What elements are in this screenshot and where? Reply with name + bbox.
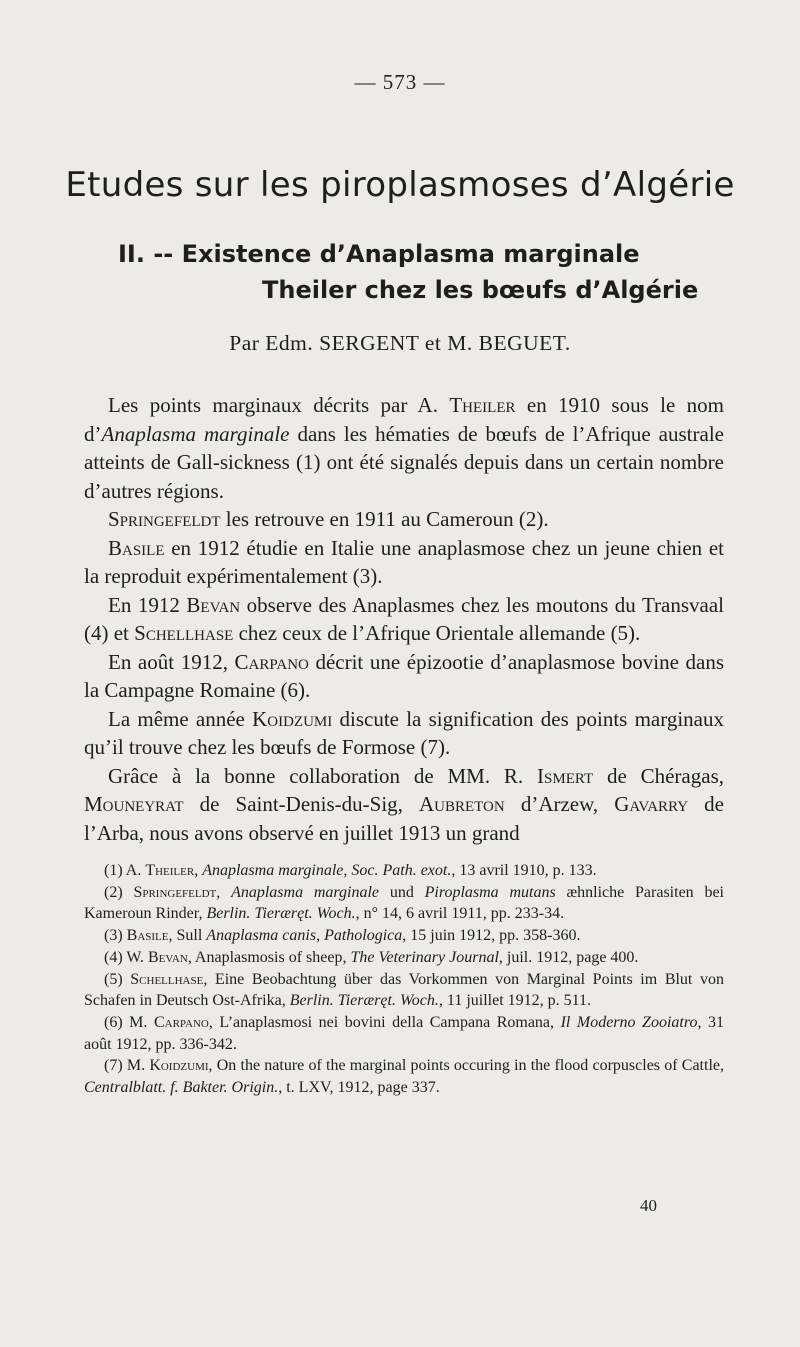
footnote-marker: (5) [104, 970, 131, 988]
author-name: Gavarry [614, 792, 689, 816]
footnote-marker: (4) W. [104, 948, 148, 966]
author-name: Schellhase [134, 621, 234, 645]
article-subtitle-line1: II. -- Existence d’Anaplasma marginale [118, 240, 640, 268]
text-run: , 31 août 1912, pp. 336-342. [84, 1013, 725, 1053]
body-text [84, 391, 724, 847]
footnote-marker: (2) [104, 883, 134, 901]
author-name: Carpano [234, 649, 309, 674]
author-name: Bevan [148, 948, 188, 966]
author-name: Koidzumi [149, 1057, 209, 1075]
footnote [84, 925, 724, 947]
species-name: Piroplasma mutans [424, 883, 556, 901]
text-run: En août 1912, [108, 649, 235, 674]
citation-title: Anaplasma marginale, Soc. Path. exot. [202, 862, 452, 879]
text-run: d’Arzew, [504, 792, 615, 816]
footnote-marker: (1) A. [104, 862, 146, 879]
author-name: Bevan [186, 592, 241, 617]
footnote [84, 882, 724, 925]
article-title: Etudes sur les piroplasmoses d’Algérie [65, 165, 735, 205]
footnote [84, 1055, 724, 1098]
journal-name: The Veterinary Journal [350, 948, 499, 966]
text-run: , 15 juin 1912, pp. 358-360. [402, 927, 581, 945]
paragraph [84, 534, 724, 591]
footnote [84, 860, 724, 882]
text-run: , L’anaplasmosi nei bovini della Campana Romana, [208, 1013, 561, 1031]
text-run: dans les hématies de bœufs de l’Afrique australe atteints de Gall-sickness (1) ont été signalés depuis dans un certain nombre d’autres régions. [84, 421, 724, 503]
author-name: Aubreton [419, 792, 505, 816]
text-run: , 11 juillet 1912, p. 511. [438, 992, 592, 1010]
text-run: en 1910 sous le nom d’ [84, 393, 724, 446]
text-run: Grâce à la bonne collaboration de MM. R. [108, 763, 538, 788]
text-run: chez ceux de l’Afrique Orientale allemande (5). [233, 621, 641, 645]
text-run: , [194, 862, 203, 879]
text-run: , Anaplasmosis of sheep, [187, 948, 351, 966]
footnotes [84, 860, 724, 1099]
author-name: Basile [108, 535, 165, 560]
species-name: Anaplasma marginale [101, 421, 290, 446]
text-run: , n° 14, 6 avril 1911, pp. 233-34. [355, 905, 565, 923]
paragraph [84, 705, 724, 762]
author-name: Basile [126, 927, 169, 945]
author-name: Schellhase [130, 970, 204, 988]
text-run: de Saint-Denis-du-Sig, [183, 792, 419, 816]
text-run: , Eine Beobachtung über das Vorkommen von Marginal Points im Blut von Schafen in Deutsch Ost-Afrika, [84, 970, 724, 1010]
journal-name: Il Moderno Zooiatro [560, 1013, 698, 1031]
text-run: , 13 avril 1910, p. 133. [451, 862, 597, 879]
author-name: Theiler [449, 393, 516, 417]
text-run: , [216, 883, 232, 901]
author-name: Theiler [145, 862, 195, 879]
species-name: Anaplasma marginale [231, 883, 380, 901]
footnote [84, 1012, 724, 1055]
signature-mark: 40 [640, 1196, 657, 1215]
paragraph [84, 391, 724, 505]
text-run: La même année [108, 706, 253, 731]
article-subtitle-line2: Theiler chez les bœufs d’Algérie [262, 276, 699, 304]
paragraph [84, 591, 724, 648]
text-run: , On the nature of the marginal points occuring in the flood corpuscles of Cattle, [208, 1057, 724, 1075]
text-run: , juil. 1912, page 400. [498, 948, 639, 966]
text-run: les retrouve en 1911 au Cameroun (2). [220, 507, 549, 531]
author-name: Carpano [153, 1013, 209, 1031]
journal-name: Berlin. Tieræręt. Woch. [206, 905, 356, 923]
text-run: de l’Arba, nous avons observé en juillet 1913 un grand [84, 792, 724, 845]
author-name: Mouneyrat [84, 792, 184, 816]
page-number: — 573 — [354, 70, 446, 94]
journal-name: Berlin. Tieræręt. Woch. [289, 992, 439, 1010]
author-name: Ismert [537, 763, 594, 788]
text-run: Les points marginaux décrits par A. [108, 393, 450, 417]
author-name: Springefeldt [108, 507, 221, 531]
text-run: æhnliche Parasiten bei Kameroun Rinder, [84, 883, 724, 923]
footnote-marker: (7) M. [104, 1057, 150, 1075]
journal-name: Centralblatt. f. Bakter. Origin. [84, 1079, 279, 1097]
author-name: Springefeldt [133, 883, 217, 901]
footnote-marker: (6) M. [104, 1013, 154, 1031]
footnote-marker: (3) [104, 927, 127, 945]
footnote [84, 969, 724, 1012]
text-run: , t. LXV, 1912, page 337. [278, 1079, 440, 1097]
footnote [84, 947, 724, 969]
text-run: und [379, 883, 425, 901]
text-run: en 1912 étudie en Italie une anaplasmose chez un jeune chien et la reproduit expérimentalement (3). [84, 535, 724, 588]
text-run: observe des Anaplasmes chez les moutons du Transvaal (4) et [84, 592, 725, 645]
text-run: En 1912 [108, 592, 187, 617]
paragraph [84, 648, 724, 705]
paragraph [84, 762, 724, 848]
author-name: Koidzumi [252, 706, 333, 731]
text-run: , Sull [168, 927, 207, 945]
paragraph [84, 505, 724, 534]
text-run: de Chéragas, [593, 763, 724, 788]
text-run: décrit une épizootie d’anaplasmose bovine dans la Campagne Romaine (6). [84, 649, 725, 702]
citation-title: Anaplasma canis, Pathologica [206, 927, 403, 945]
author-line: Par Edm. SERGENT et M. BEGUET. [229, 331, 571, 355]
text-run: discute la signification des points marginaux qu’il trouve chez les bœufs de Formose (7). [84, 706, 724, 759]
